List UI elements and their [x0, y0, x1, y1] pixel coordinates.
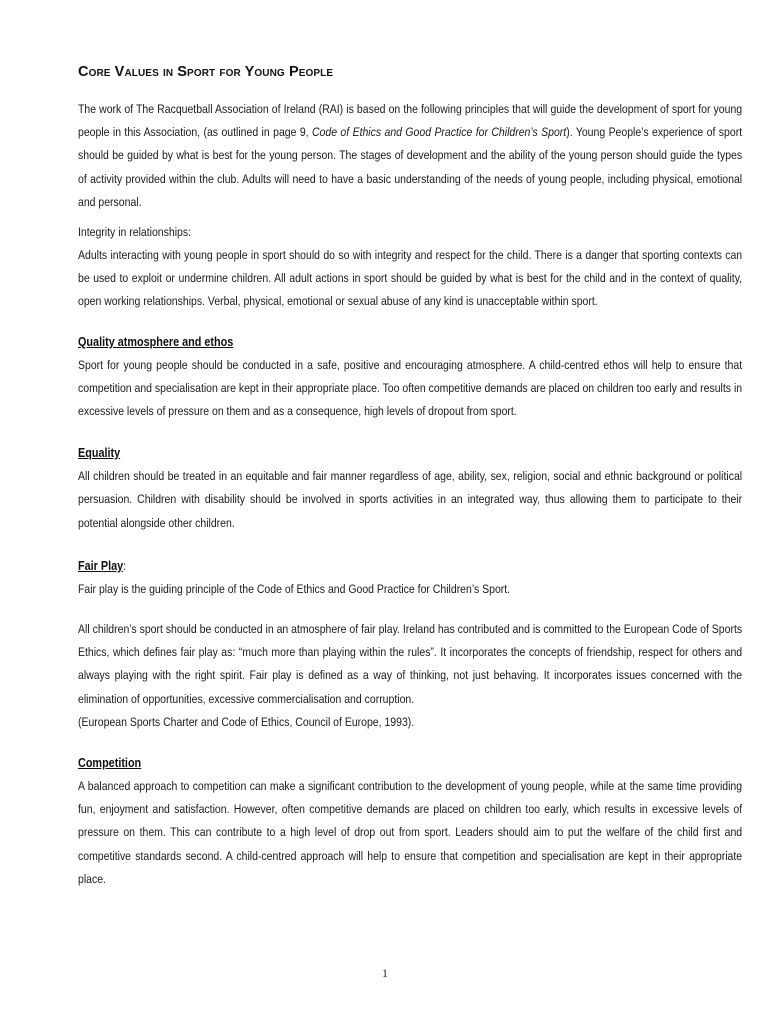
- fair-play-heading-colon: :: [123, 558, 127, 573]
- section-fair-play: [78, 555, 742, 734]
- section-equality: [78, 442, 742, 535]
- intro-text-start: The work of The Racquetball Association of Ireland (RAI) is based on the following principles that will guide the development of sport for young people in this Association, (as outlined in page 9,: [78, 102, 743, 140]
- intro-italic-reference: Code of Ethics and Good Practice for Children’s Sport: [311, 125, 567, 140]
- equality-body: All children should be treated in an equitable and fair manner regardless of age, ability, sex, religion, social and ethnic background or political persuasion. Children with disability should be involved in sports activities in an integrated way, thus allowing them to participate to their potential alongside other children.: [78, 469, 743, 530]
- page-number: 1: [382, 966, 388, 980]
- intro-paragraph: [78, 98, 742, 214]
- competition-body: A balanced approach to competition can make a significant contribution to the development of young people, while at the same time providing fun, enjoyment and satisfaction. However, often competitive demands are placed on children too early, which results in excessive levels of pressure on them. This can contribute to a high level of drop out from sport. Leaders should aim to put the welfare of the child first and competitive standards second. A child-centred approach will help to ensure that competition and specialisation are kept in their appropriate place.: [78, 779, 743, 886]
- integrity-body: Adults interacting with young people in sport should do so with integrity and respect for the child. There is a danger that sporting contexts can be used to exploit or undermine children. All adult actions in sport should be guided by what is best for the child and in the context of quality, open working relationships. Verbal, physical, emotional or sexual abuse of any kind is unacceptable within sport.: [78, 248, 743, 309]
- intro-text-end: ). Young People’s experience of sport should be guided by what is best for the young person. The stages of development and the ability of the young person should guide the types of activity provided within the club. Adults will need to have a basic understanding of the needs of young people, including physical, emotional and personal.: [78, 125, 743, 209]
- fair-play-body: All children’s sport should be conducted in an atmosphere of fair play. Ireland has contributed and is committed to the European Code of Sports Ethics, which defines fair play as: “much more than playing within the rules”. It incorporates the concepts of friendship, respect for others and always playing with the right spirit. Fair play is defined as a way of thinking, not just behaving. It incorporates issues concerned with the elimination of opportunities, excessive commercialisation and corruption.: [78, 622, 743, 706]
- fair-play-heading-line: [78, 555, 742, 578]
- fair-play-citation: (European Sports Charter and Code of Ethics, Council of Europe, 1993).: [78, 714, 415, 729]
- document-page: [78, 64, 742, 891]
- section-competition: [78, 752, 742, 891]
- section-integrity: [78, 221, 742, 314]
- fair-play-heading: Fair Play: [78, 558, 124, 573]
- integrity-heading: Integrity in relationships:: [78, 225, 192, 240]
- equality-heading: Equality: [78, 446, 121, 461]
- page-title: Core Values in Sport for Young People: [78, 64, 334, 80]
- quality-body: Sport for young people should be conducted in a safe, positive and encouraging atmosphere. A child-centred ethos will help to ensure that competition and specialisation are kept in their appropriate place. Too often competitive demands are placed on children too early and results in excessive levels of pressure on them and as a consequence, high levels of dropout from sport.: [78, 357, 743, 419]
- fair-play-line1: Fair play is the guiding principle of the Code of Ethics and Good Practice for Children’s Sport.: [78, 581, 511, 596]
- quality-heading: Quality atmosphere and ethos: [78, 334, 234, 349]
- section-quality: [78, 331, 742, 424]
- competition-heading: Competition: [78, 756, 142, 771]
